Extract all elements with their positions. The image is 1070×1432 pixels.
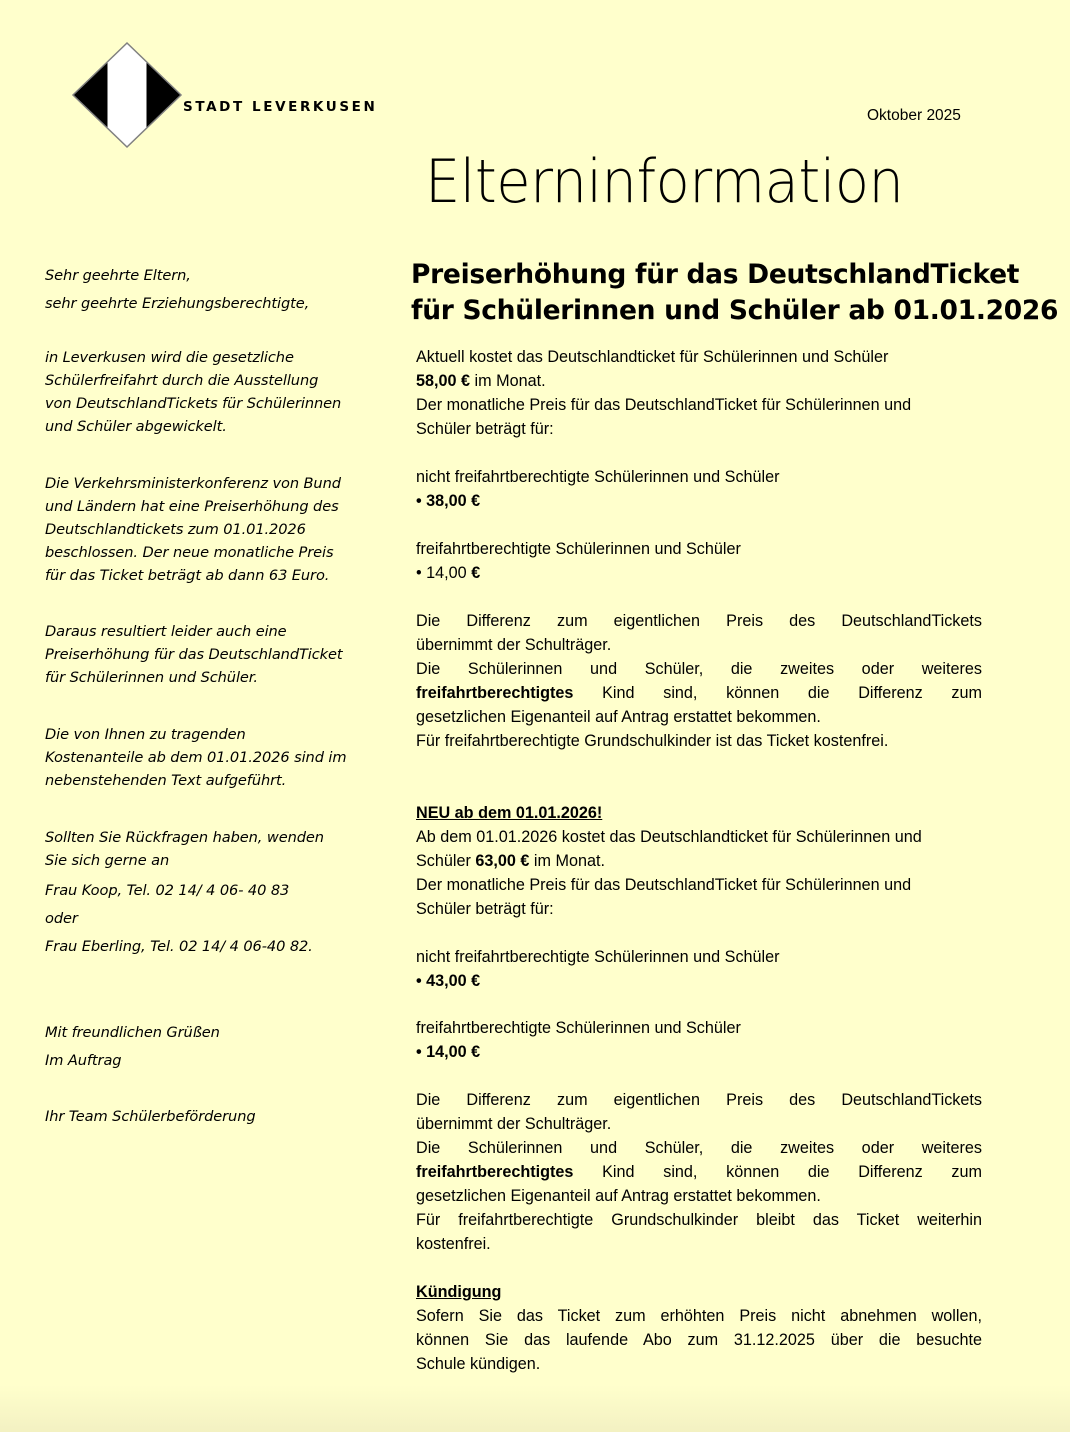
signature-team <box>45 1105 375 1128</box>
contact-koop: Frau Koop, Tel. 02 14/ 4 06- 40 83 <box>45 882 290 899</box>
text-line: und Schüler abgewickelt. <box>45 418 227 435</box>
text-line: Kostenanteile ab dem 01.01.2026 sind im <box>45 749 347 766</box>
group-price <box>416 489 982 513</box>
text-line: Aktuell kostet das Deutschlandticket für Schülerinnen und Schüler <box>416 348 889 366</box>
text-line: Schüler beträgt für: <box>416 900 554 918</box>
text-line: gesetzlichen Eigenanteil auf Antrag erstattet bekommen. <box>416 708 821 726</box>
text-line: Die Verkehrsministerkonferenz von Bund <box>45 475 341 492</box>
team-name: Ihr Team Schülerbeförderung <box>45 1108 256 1125</box>
text-line: beschlossen. Der neue monatliche Preis <box>45 544 334 561</box>
on-behalf: Im Auftrag <box>45 1052 122 1069</box>
page-title: Elterninformation <box>425 147 904 217</box>
bold-term: freifahrtberechtigtes <box>416 1163 574 1181</box>
salutation <box>45 262 375 318</box>
conference-paragraph <box>45 472 375 587</box>
text-line: Preiserhöhung für das DeutschlandTicket <box>45 646 343 663</box>
text-line: Schülerfreifahrt durch die Ausstellung <box>45 372 319 389</box>
price-suffix: im Monat. <box>470 372 546 390</box>
group-label: freifahrtberechtigte Schülerinnen und Schüler <box>416 1019 741 1037</box>
questions-paragraph <box>45 826 375 872</box>
text-line: Die von Ihnen zu tragenden <box>45 726 246 743</box>
text-prefix: Schüler <box>416 852 476 870</box>
cancellation-heading: Kündigung <box>416 1283 502 1301</box>
text-line: gesetzlichen Eigenanteil auf Antrag erstattet bekommen. <box>416 1187 821 1205</box>
currency: € <box>471 564 481 582</box>
text-line: Sollten Sie Rückfragen haben, wenden <box>45 829 324 846</box>
difference-paragraph-new <box>416 1088 982 1256</box>
new-price-block <box>416 801 982 921</box>
text-line: Für freifahrtberechtigte Grundschulkinder ist das Ticket kostenfrei. <box>416 732 889 750</box>
current-group-eligible <box>416 537 982 585</box>
text-line: Sie sich gerne an <box>45 852 170 869</box>
text-line: Deutschlandtickets zum 01.01.2026 <box>45 521 306 538</box>
cancellation-block <box>416 1280 982 1376</box>
closing-block <box>45 1019 375 1075</box>
current-price-block <box>416 345 982 441</box>
text-line: nebenstehenden Text aufgeführt. <box>45 772 287 789</box>
text-line: Schule kündigen. <box>416 1355 541 1373</box>
text-line: Die Schülerinnen und Schüler, die zweites oder weiteres <box>416 660 982 678</box>
text-line: von DeutschlandTickets für Schülerinnen <box>45 395 342 412</box>
closing-greeting: Mit freundlichen Grüßen <box>45 1024 220 1041</box>
price-suffix: im Monat. <box>529 852 605 870</box>
price-value: 38,00 € <box>426 492 481 510</box>
new-price-line <box>416 849 982 873</box>
text-line: für Schülerinnen und Schüler. <box>45 669 258 686</box>
salutation-line: Sehr geehrte Eltern, <box>45 267 191 284</box>
group-label: freifahrtberechtigte Schülerinnen und Schüler <box>416 540 741 558</box>
group-price: • 43,00 € <box>416 972 481 990</box>
text-line: Schüler beträgt für: <box>416 420 554 438</box>
text-line: Sofern Sie das Ticket zum erhöhten Preis nicht abnehmen wollen, <box>416 1307 982 1325</box>
text-line: übernimmt der Schulträger. <box>416 636 612 654</box>
text-line: Für freifahrtberechtigte Grundschulkinder bleibt das Ticket weiterhin <box>416 1211 982 1229</box>
salutation-line: sehr geehrte Erziehungsberechtigte, <box>45 295 310 312</box>
document-date: Oktober 2025 <box>867 107 961 124</box>
contact-eberling: Frau Eberling, Tel. 02 14/ 4 06-40 82. <box>45 938 313 955</box>
text-line: für das Ticket beträgt ab dann 63 Euro. <box>45 567 330 584</box>
text-line: und Ländern hat eine Preiserhöhung des <box>45 498 339 515</box>
text-line: in Leverkusen wird die gesetzliche <box>45 349 294 366</box>
group-label: nicht freifahrtberechtigte Schülerinnen und Schüler <box>416 468 780 486</box>
heading-line: Preiserhöhung für das DeutschlandTicket <box>411 259 1020 290</box>
bullet: • <box>416 492 422 510</box>
contact-block <box>45 877 375 961</box>
current-price-line <box>416 369 982 393</box>
text-line <box>416 1160 982 1184</box>
bold-term: freifahrtberechtigtes <box>416 684 574 702</box>
text-line: Der monatliche Preis für das DeutschlandTicket für Schülerinnen und <box>416 876 912 894</box>
brand-name: STADT LEVERKUSEN <box>183 99 378 115</box>
contact-separator: oder <box>45 910 78 927</box>
group-price <box>416 561 982 585</box>
text-line: Die Differenz zum eigentlichen Preis des DeutschlandTickets <box>416 1091 982 1109</box>
price-value: 14,00 <box>426 564 467 582</box>
group-label: nicht freifahrtberechtigte Schülerinnen und Schüler <box>416 948 780 966</box>
cost-share-paragraph <box>45 723 375 792</box>
text-line: kostenfrei. <box>416 1235 491 1253</box>
current-price: 58,00 € <box>416 372 471 390</box>
difference-paragraph-current <box>416 609 982 753</box>
text-line: können Sie das laufende Abo zum 31.12.2025 über die besuchte <box>416 1331 982 1349</box>
heading-line: für Schülerinnen und Schüler ab 01.01.2026 <box>411 295 1059 326</box>
leverkusen-logo-icon <box>70 41 184 149</box>
section-heading <box>411 257 1058 329</box>
text-line: Daraus resultiert leider auch eine <box>45 623 287 640</box>
text-rest: Kind sind, können die Differenz zum <box>573 1163 982 1181</box>
current-group-non-eligible <box>416 465 982 513</box>
bullet: • <box>416 564 422 582</box>
new-group-non-eligible <box>416 945 982 993</box>
text-line <box>416 681 982 705</box>
text-line: Der monatliche Preis für das DeutschlandTicket für Schülerinnen und <box>416 396 912 414</box>
text-line: Die Schülerinnen und Schüler, die zweites oder weiteres <box>416 1139 982 1157</box>
group-price: • 14,00 € <box>416 1043 481 1061</box>
new-price: 63,00 € <box>475 852 530 870</box>
intro-paragraph <box>45 346 375 438</box>
new-heading: NEU ab dem 01.01.2026! <box>416 804 603 822</box>
consequence-paragraph <box>45 620 375 689</box>
text-line: Die Differenz zum eigentlichen Preis des DeutschlandTickets <box>416 612 982 630</box>
text-line: übernimmt der Schulträger. <box>416 1115 612 1133</box>
text-line: Ab dem 01.01.2026 kostet das Deutschlandticket für Schülerinnen und <box>416 828 922 846</box>
new-group-eligible <box>416 1016 982 1064</box>
text-rest: Kind sind, können die Differenz zum <box>573 684 982 702</box>
